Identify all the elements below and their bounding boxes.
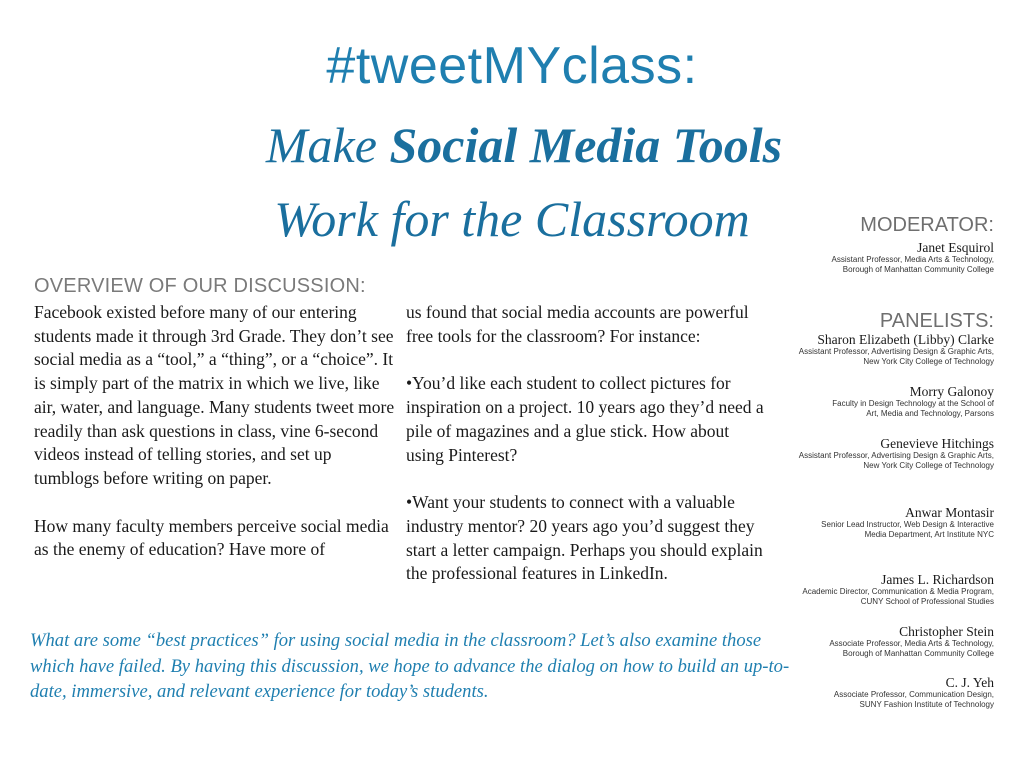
title-line-2-bold: Social Media Tools [389,117,783,173]
person-affiliation: Assistant Professor, Advertising Design & Graphic Arts, [798,451,994,460]
person-affiliation: Associate Professor, Media Arts & Technology, [829,639,994,648]
overview-column-2 [406,301,770,610]
overview-paragraph: us found that social media accounts are powerful free tools for the classroom? For instance: [406,302,749,346]
person-name: Morry Galonoy [909,384,994,399]
title-line-2-prefix: Make [265,117,390,173]
overview-paragraph: How many faculty members perceive social media as the enemy of education? Have more of [34,515,389,560]
person-affiliation: Assistant Professor, Advertising Design & Graphic Arts, [798,347,994,356]
panelist-entry [734,436,994,471]
closing-question: What are some “best practices” for using social media in the classroom? Let’s also examine those which have failed. By having this discussion, we hope to advance the dialog on how to build an up-to-date, immersive, and relevant experience for today’s students. [30,630,790,702]
person-affiliation: Borough of Manhattan Community College [842,649,994,658]
overview-heading: OVERVIEW OF OUR DISCUSSION: [34,275,366,297]
person-name: Genevieve Hitchings [880,436,994,451]
person-affiliation: CUNY School of Professional Studies [860,597,994,606]
person-affiliation: Assistant Professor, Media Arts & Technology, [831,255,994,264]
title-hashtag: #tweetMYclass: [326,37,698,95]
person-name: Anwar Montasir [905,505,994,520]
moderator-heading: MODERATOR: [860,214,994,236]
person-name: James L. Richardson [881,572,994,587]
person-affiliation: Associate Professor, Communication Design, [833,690,994,699]
overview-paragraph: •Want your students to connect with a valuable industry mentor? 20 years ago you’d suggest they start a letter campaign. Perhaps you should explain the professional features in LinkedIn. [406,492,763,584]
person-name: Sharon Elizabeth (Libby) Clarke [817,332,994,347]
person-name: Christopher Stein [899,624,994,639]
person-affiliation: Faculty in Design Technology at the School of [832,399,994,408]
person-affiliation: Media Department, Art Institute NYC [864,530,994,539]
person-affiliation: Academic Director, Communication & Media Program, [802,587,994,596]
panelist-entry [734,572,994,607]
panelist-entry [734,675,994,710]
panelists-heading: PANELISTS: [879,310,994,332]
overview-column-1 [34,301,396,586]
person-affiliation: New York City College of Technology [863,357,994,366]
person-affiliation: Senior Lead Instructor, Web Design & Interactive [821,520,994,529]
panelist-entry [734,624,994,659]
title-line-3: Work for the Classroom [274,191,750,247]
overview-paragraph: •You’d like each student to collect pictures for inspiration on a project. 10 years ago they’d need a pile of magazines and a glue stick. How about using Pinterest? [406,373,764,465]
title-line-2 [0,116,1024,174]
person-affiliation: SUNY Fashion Institute of Technology [859,700,994,709]
panelist-entry [734,384,994,419]
person-affiliation: Borough of Manhattan Community College [842,265,994,274]
person-name: Janet Esquirol [917,240,994,255]
overview-paragraph: Facebook existed before many of our entering students made it through 3rd Grade. They don’t see social media as a “tool,” a “thing”, or a “choice”. It is simply part of the matrix in which we live, like air, water, and language. Many students tweet more readily than ask questions in class, vine 6-second videos instead of telling stories, and set up tumblogs before writing on paper. [34,302,395,488]
panelist-entry [734,332,994,367]
person-affiliation: New York City College of Technology [863,461,994,470]
person-name: C. J. Yeh [945,675,994,690]
panelist-entry [734,505,994,540]
moderator-entry [734,240,994,275]
person-affiliation: Art, Media and Technology, Parsons [866,409,994,418]
